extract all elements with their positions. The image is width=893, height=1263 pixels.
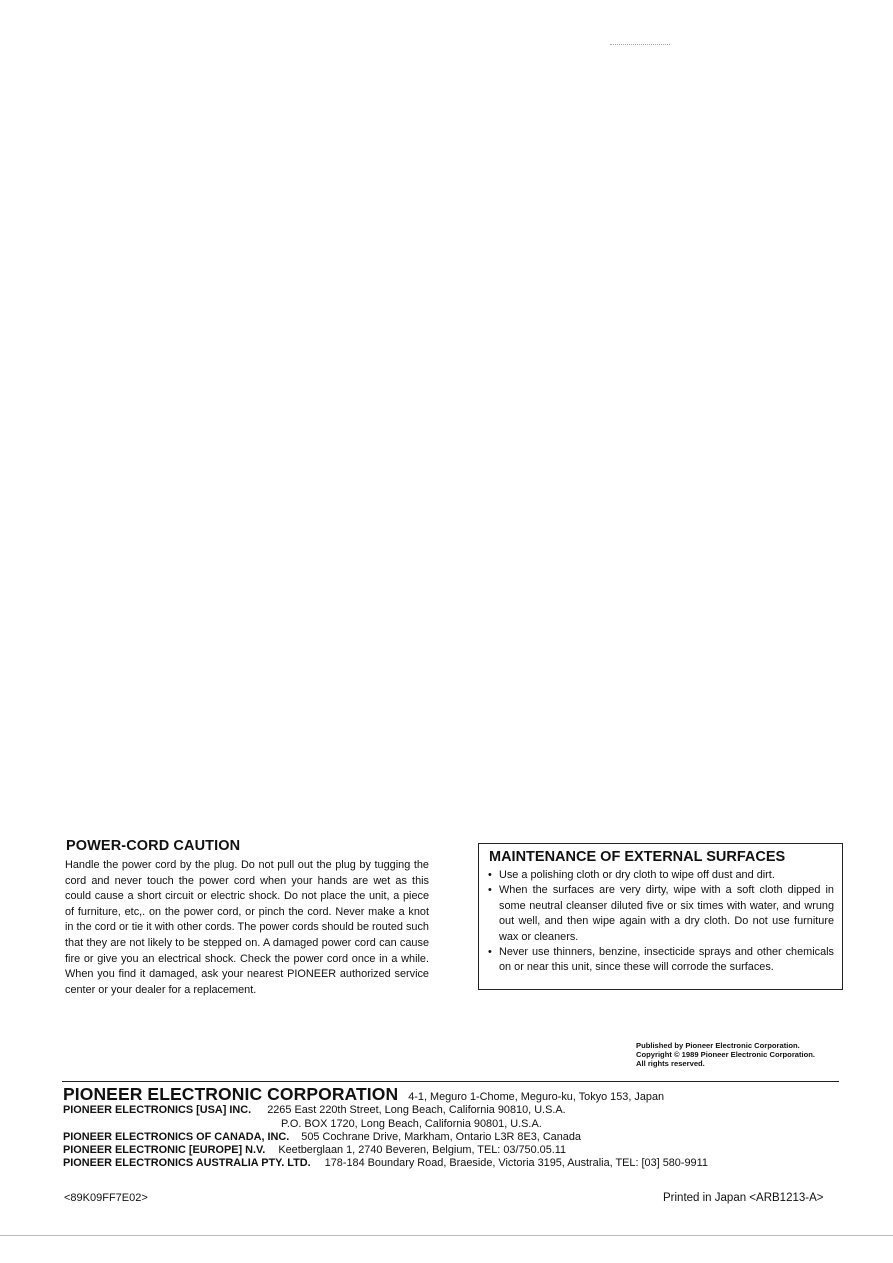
bullet-icon: • [488,946,492,959]
maintenance-heading: MAINTENANCE OF EXTERNAL SURFACES [489,849,786,865]
maintenance-item-text: When the surfaces are very dirty, wipe with a soft cloth dipped in some neutral cleanser diluted five or six times with water, and wrung out well, and then wipe again with a dry cloth. Do not use furniture wax or cleaners. [499,884,834,943]
maintenance-item-text: Use a polishing cloth or dry cloth to wipe off dust and dirt. [499,869,775,881]
corporation-address: 4-1, Meguro 1-Chome, Meguro-ku, Tokyo 153, Japan [408,1091,665,1103]
list-item [488,868,834,883]
scan-artifact-line [610,44,670,45]
document-code: <89K09FF7E02> [64,1192,148,1204]
list-item [488,945,834,976]
bullet-icon: • [488,869,492,881]
published-notice [636,1041,815,1068]
printed-in-japan: Printed in Japan <ARB1213-A> [663,1192,824,1204]
copyright-line: Copyright © 1989 Pioneer Electronic Corporation. [636,1050,816,1059]
subsidiary-address: 505 Cochrane Drive, Markham, Ontario L3R 8E3, Canada [301,1131,581,1143]
subsidiary-australia [63,1156,708,1170]
page-bottom-edge [0,1235,893,1236]
maintenance-item-text: Never use thinners, benzine, insecticide sprays and other chemicals on or near this unit, since these will corrode the surfaces. [499,946,834,974]
subsidiary-name: PIONEER ELECTRONICS [USA] INC. [63,1104,252,1116]
subsidiary-canada [63,1130,581,1144]
power-cord-caution-paragraph: Handle the power cord by the plug. Do not pull out the plug by tugging the cord and never touch the power cord when your hands are wet as this could cause a short circuit or electric shock. Do not place the unit, a piece of furniture, etc,. on the power cord, or pinch the cord. Never make a knot in the cord or tie it with other cords. The power cords should be routed such that they are not likely to be stepped on. A damaged power cord can cause fire or give you an electrical shock. Check the power cord once in a while. When you find it damaged, ask your nearest PIONEER authorized service center or your dealer for a replacement. [65,859,429,996]
subsidiary-address: 2265 East 220th Street, Long Beach, California 90810, U.S.A. [267,1104,566,1116]
published-line: Published by Pioneer Electronic Corporation. [636,1041,800,1050]
power-cord-caution-text [65,858,429,998]
subsidiary-name: PIONEER ELECTRONIC [EUROPE] N.V. [63,1144,266,1156]
subsidiary-name: PIONEER ELECTRONICS AUSTRALIA PTY. LTD. [63,1157,311,1169]
power-cord-caution-heading: POWER-CORD CAUTION [66,838,241,854]
list-item [488,883,834,945]
corporation-name: PIONEER ELECTRONIC CORPORATION [63,1084,399,1104]
subsidiary-usa-po-box [281,1117,542,1131]
subsidiary-name: PIONEER ELECTRONICS OF CANADA, INC. [63,1131,290,1143]
subsidiary-europe [63,1143,566,1157]
subsidiary-address-2: P.O. BOX 1720, Long Beach, California 90801, U.S.A. [281,1118,542,1130]
rights-line: All rights reserved. [636,1059,705,1068]
subsidiary-address: Keetberglaan 1, 2740 Beveren, Belgium, TEL: 03/750.05.11 [278,1144,567,1156]
subsidiary-usa [63,1103,566,1117]
subsidiary-address: 178-184 Boundary Road, Braeside, Victoria 3195, Australia, TEL: [03] 580-9911 [324,1157,708,1169]
maintenance-list [488,868,834,976]
corporation-line [63,1084,664,1105]
bullet-icon: • [488,884,492,897]
maintenance-box [478,843,843,990]
divider [62,1081,839,1082]
